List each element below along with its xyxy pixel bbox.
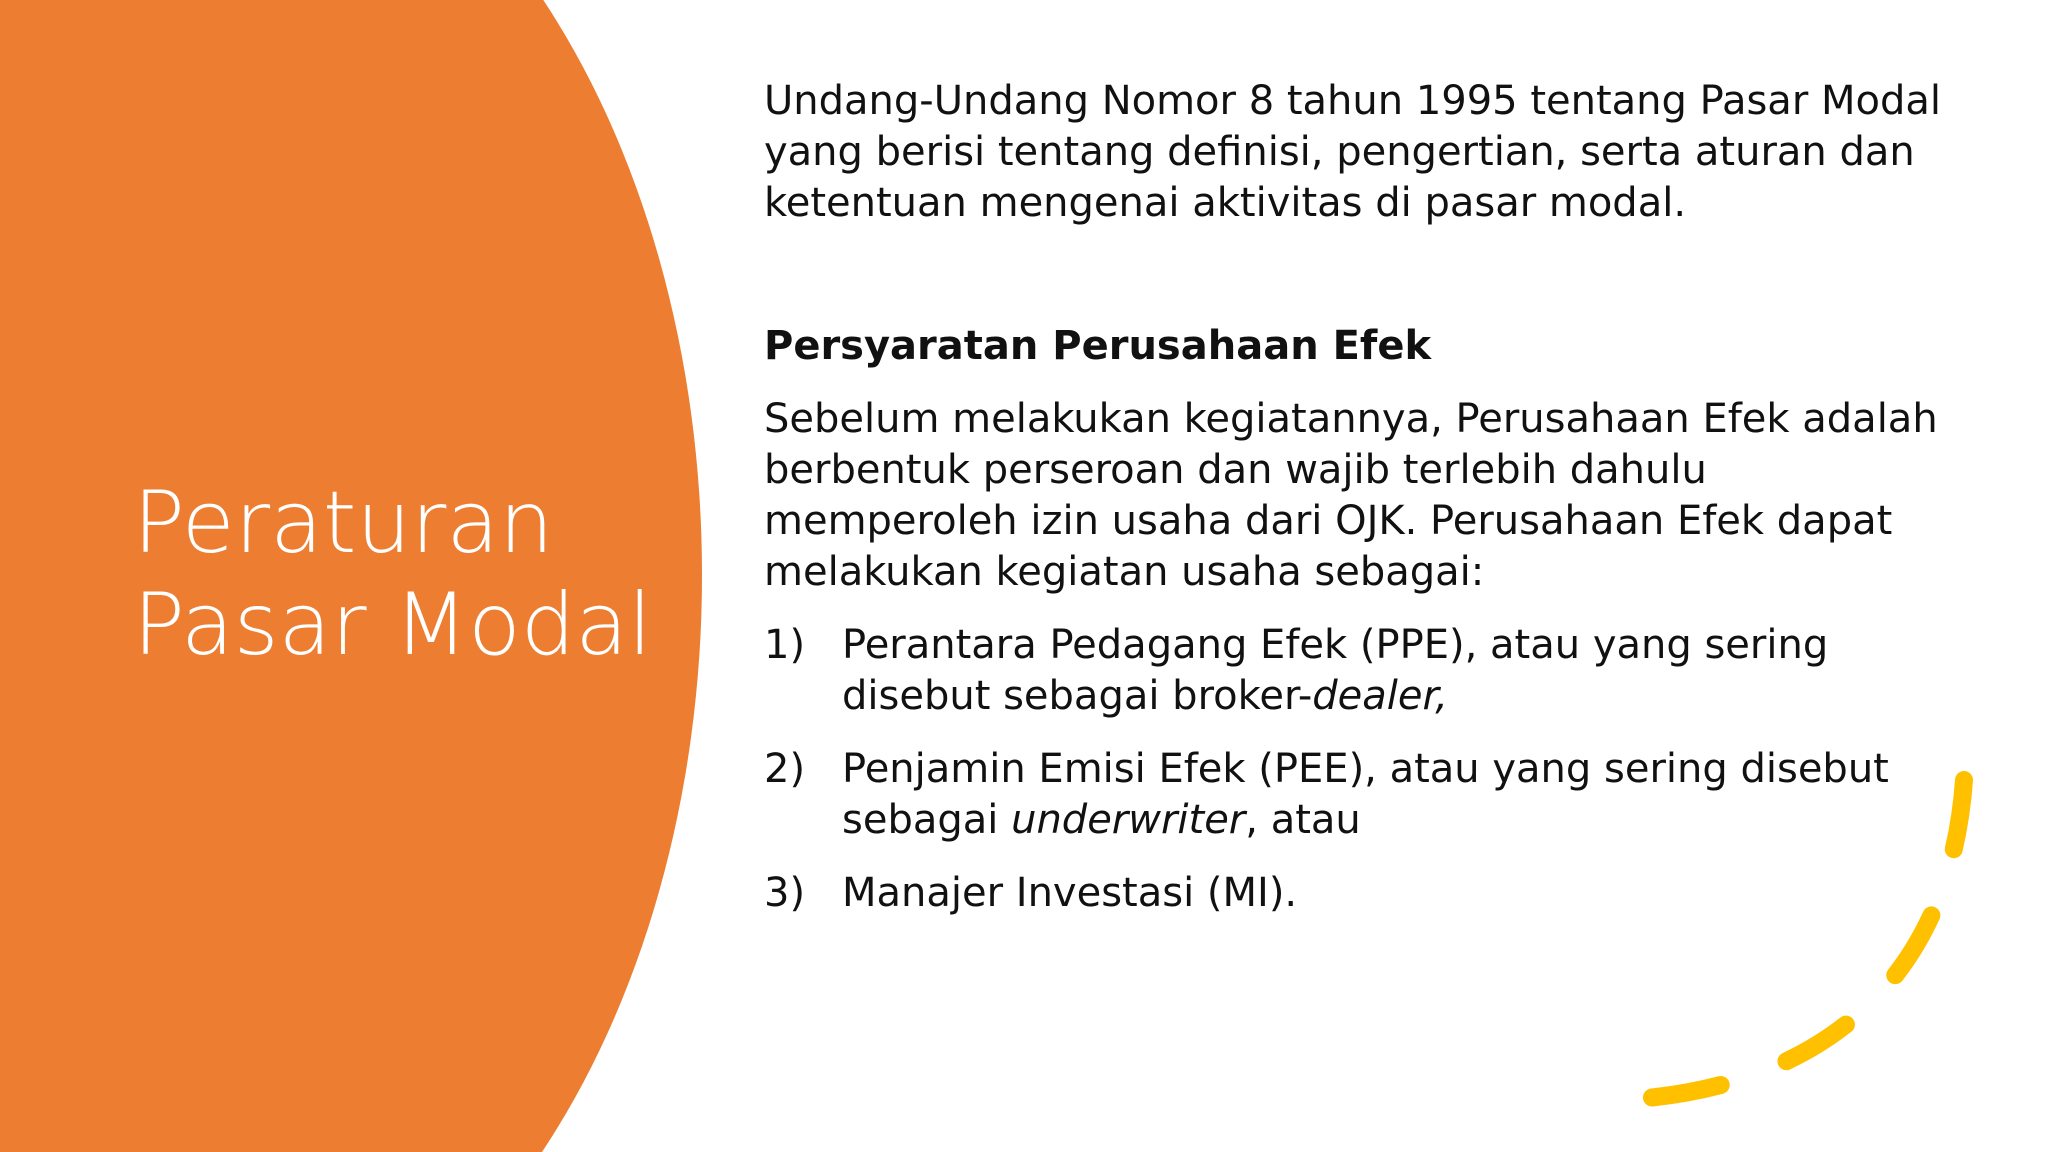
- list-number: 3): [764, 870, 806, 916]
- dashed-arc-path: [1620, 780, 1964, 1100]
- item-text-plain: Manajer Investasi (MI).: [842, 870, 1298, 916]
- title-line-1: Peraturan: [133, 473, 554, 573]
- item-text-plain: Penjamin Emisi Efek (PEE), atau yang sering disebut sebagai: [842, 746, 1889, 843]
- list-number: 2): [764, 746, 806, 792]
- item-text-italic: underwriter: [1011, 797, 1246, 843]
- item-text-trailing: , atau: [1245, 797, 1361, 843]
- list-number: 1): [764, 622, 806, 668]
- body-paragraph: Sebelum melakukan kegiatannya, Perusahaan Efek adalah berbentuk perseroan dan wajib terlebih dahulu memperoleh izin usaha dari OJK. Perusahaan Efek dapat melakukan kegiatan usaha sebagai:: [764, 396, 1938, 595]
- title-line-2: Pasar Modal: [133, 575, 652, 675]
- item-text-plain: Perantara Pedagang Efek (PPE), atau yang sering disebut sebagai broker-: [842, 622, 1829, 719]
- section-heading: Persyaratan Perusahaan Efek: [764, 323, 1432, 369]
- item-text-italic: dealer,: [1312, 673, 1449, 719]
- intro-paragraph: Undang-Undang Nomor 8 tahun 1995 tentang Pasar Modal yang berisi tentang definisi, pengertian, serta aturan dan ketentuan mengenai aktivitas di pasar modal.: [764, 78, 1941, 226]
